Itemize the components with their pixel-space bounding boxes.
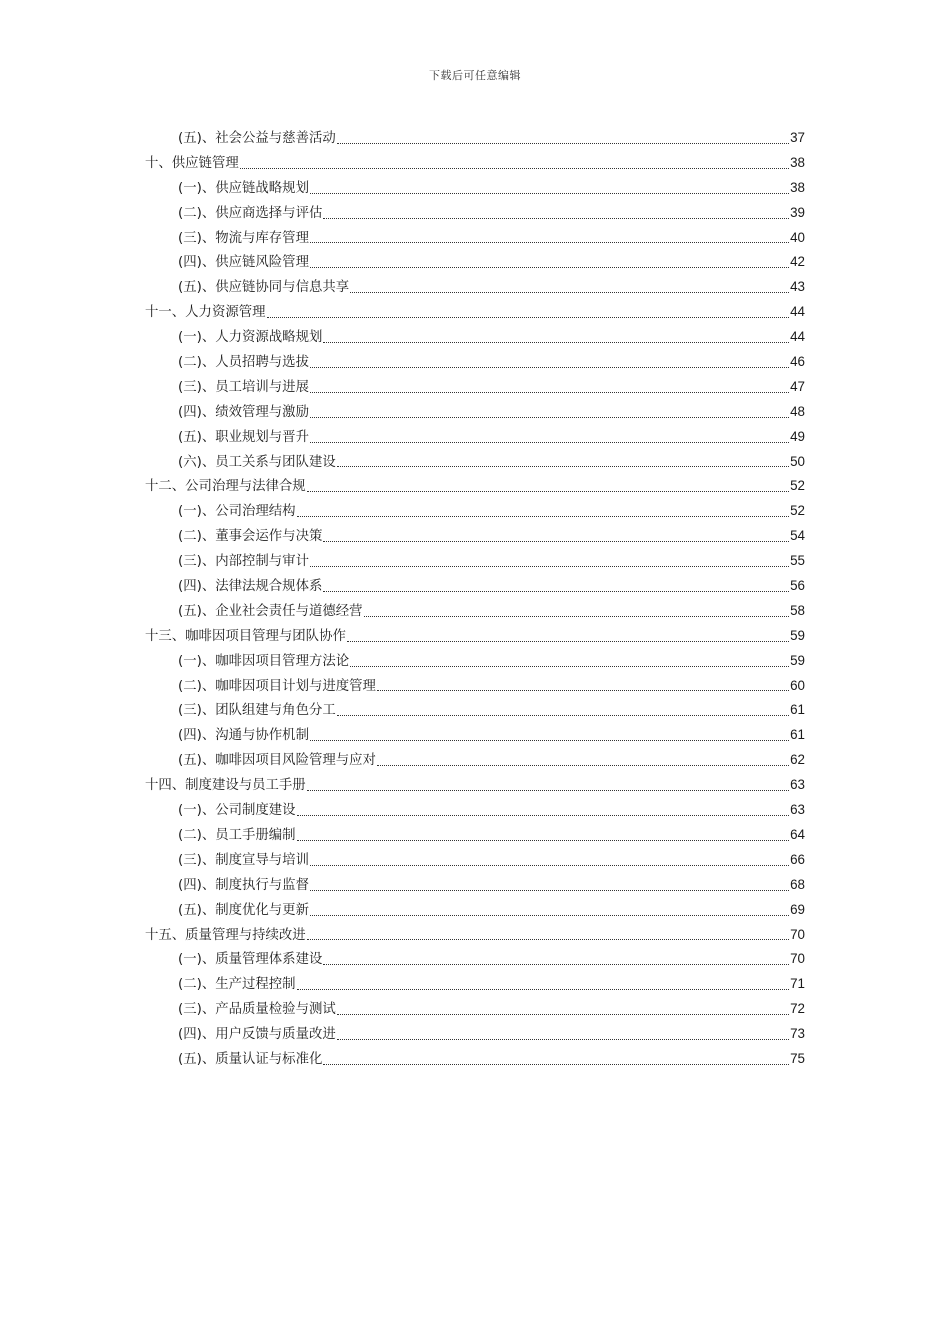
toc-entry-title: (二)、供应商选择与评估 bbox=[178, 205, 323, 221]
toc-dot-leader bbox=[240, 167, 789, 169]
toc-dot-leader bbox=[310, 889, 789, 891]
toc-page-number: 42 bbox=[790, 254, 805, 270]
toc-dot-leader bbox=[347, 640, 789, 642]
toc-dot-leader bbox=[307, 938, 789, 940]
toc-page-number: 58 bbox=[790, 602, 805, 618]
toc-page-number: 63 bbox=[790, 777, 805, 793]
toc-page-number: 39 bbox=[790, 204, 805, 220]
toc-entry-title: (五)、制度优化与更新 bbox=[178, 902, 309, 918]
toc-entry-title: (五)、咖啡因项目风险管理与应对 bbox=[178, 753, 376, 769]
toc-page-number: 68 bbox=[790, 876, 805, 892]
toc-dot-leader bbox=[323, 217, 789, 219]
toc-section-entry[interactable] bbox=[145, 524, 805, 549]
toc-entry-title: (一)、人力资源战略规划 bbox=[178, 330, 323, 346]
toc-section-entry[interactable] bbox=[145, 126, 805, 151]
toc-entry-title: 十五、质量管理与持续改进 bbox=[145, 927, 306, 943]
toc-page-number: 71 bbox=[790, 976, 805, 992]
toc-page-number: 62 bbox=[790, 752, 805, 768]
toc-chapter-entry[interactable] bbox=[145, 773, 805, 798]
toc-page-number: 64 bbox=[790, 826, 805, 842]
toc-page-number: 52 bbox=[790, 478, 805, 494]
toc-page-number: 43 bbox=[790, 279, 805, 295]
toc-page-number: 38 bbox=[790, 179, 805, 195]
toc-entry-title: (一)、公司治理结构 bbox=[178, 504, 296, 520]
toc-dot-leader bbox=[323, 590, 789, 592]
toc-dot-leader bbox=[310, 739, 789, 741]
toc-page-number: 55 bbox=[790, 553, 805, 569]
toc-dot-leader bbox=[310, 565, 789, 567]
toc-section-entry[interactable] bbox=[145, 723, 805, 748]
toc-dot-leader bbox=[267, 316, 790, 318]
toc-dot-leader bbox=[337, 142, 789, 144]
toc-dot-leader bbox=[377, 764, 789, 766]
toc-entry-title: (三)、团队组建与角色分工 bbox=[178, 703, 336, 719]
toc-entry-title: (五)、社会公益与慈善活动 bbox=[178, 131, 336, 146]
toc-page-number: 56 bbox=[790, 578, 805, 594]
toc-dot-leader bbox=[310, 266, 789, 268]
toc-page-number: 63 bbox=[790, 802, 805, 818]
toc-section-entry[interactable] bbox=[145, 848, 805, 873]
toc-dot-leader bbox=[297, 814, 790, 816]
toc-page-number: 47 bbox=[790, 378, 805, 394]
toc-section-entry[interactable] bbox=[145, 823, 805, 848]
toc-entry-title: 十一、人力资源管理 bbox=[145, 305, 266, 321]
toc-dot-leader bbox=[350, 665, 789, 667]
toc-page-number: 70 bbox=[790, 926, 805, 942]
toc-page-number: 72 bbox=[790, 1001, 805, 1017]
toc-entry-title: (一)、公司制度建设 bbox=[178, 803, 296, 819]
toc-entry-title: 十三、咖啡因项目管理与团队协作 bbox=[145, 628, 346, 644]
toc-section-entry[interactable] bbox=[145, 798, 805, 823]
toc-dot-leader bbox=[323, 963, 789, 965]
toc-page-number: 40 bbox=[790, 229, 805, 245]
toc-dot-leader bbox=[310, 914, 789, 916]
toc-section-entry[interactable] bbox=[145, 674, 805, 699]
toc-section-entry[interactable] bbox=[145, 350, 805, 375]
toc-entry-title: (四)、绩效管理与激励 bbox=[178, 404, 309, 420]
toc-dot-leader bbox=[337, 714, 789, 716]
toc-page-number: 59 bbox=[790, 627, 805, 643]
toc-section-entry[interactable] bbox=[145, 325, 805, 350]
toc-dot-leader bbox=[364, 615, 790, 617]
toc-dot-leader bbox=[310, 192, 789, 194]
toc-section-entry[interactable] bbox=[145, 176, 805, 201]
toc-chapter-entry[interactable] bbox=[145, 300, 805, 325]
toc-dot-leader bbox=[323, 540, 789, 542]
toc-section-entry[interactable] bbox=[145, 649, 805, 674]
toc-section-entry[interactable] bbox=[145, 201, 805, 226]
toc-dot-leader bbox=[297, 515, 790, 517]
toc-page-number: 49 bbox=[790, 428, 805, 444]
toc-section-entry[interactable] bbox=[145, 375, 805, 400]
toc-section-entry[interactable] bbox=[145, 873, 805, 898]
toc-page-number: 46 bbox=[790, 354, 805, 370]
toc-section-entry[interactable] bbox=[145, 549, 805, 574]
toc-section-entry[interactable] bbox=[145, 599, 805, 624]
toc-entry-title: (二)、员工手册编制 bbox=[178, 827, 296, 843]
toc-section-entry[interactable] bbox=[145, 250, 805, 275]
toc-section-entry[interactable] bbox=[145, 425, 805, 450]
toc-section-entry[interactable] bbox=[145, 947, 805, 972]
toc-chapter-entry[interactable] bbox=[145, 624, 805, 649]
toc-chapter-entry[interactable] bbox=[145, 474, 805, 499]
toc-entry-title: (一)、咖啡因项目管理方法论 bbox=[178, 653, 350, 669]
toc-entry-title: (三)、产品质量检验与测试 bbox=[178, 1002, 336, 1018]
page-header: 下载后可任意编辑 bbox=[429, 69, 521, 82]
toc-page-number: 44 bbox=[790, 304, 805, 320]
toc-page-number: 73 bbox=[790, 1026, 805, 1042]
toc-dot-leader bbox=[297, 988, 790, 990]
toc-entry-title: (二)、咖啡因项目计划与进度管理 bbox=[178, 678, 376, 694]
toc-dot-leader bbox=[310, 416, 789, 418]
toc-entry-title: (二)、人员招聘与选拔 bbox=[178, 355, 309, 371]
toc-entry-title: (六)、员工关系与团队建设 bbox=[178, 454, 336, 470]
toc-page-number: 54 bbox=[790, 528, 805, 544]
toc-page-number: 59 bbox=[790, 652, 805, 668]
toc-entry-title: (五)、职业规划与晋升 bbox=[178, 429, 309, 445]
toc-entry-title: (四)、沟通与协作机制 bbox=[178, 728, 309, 744]
toc-dot-leader bbox=[310, 864, 789, 866]
toc-section-entry[interactable] bbox=[145, 972, 805, 997]
toc-entry-title: (三)、员工培训与进展 bbox=[178, 379, 309, 395]
toc-section-entry[interactable] bbox=[145, 898, 805, 923]
toc-dot-leader bbox=[297, 839, 790, 841]
toc-dot-leader bbox=[377, 689, 789, 691]
toc-dot-leader bbox=[307, 789, 789, 791]
toc-entry-title: (一)、供应链战略规划 bbox=[178, 180, 309, 196]
toc-entry-title: (四)、制度执行与监督 bbox=[178, 877, 309, 893]
toc-entry-title: (三)、制度宣导与培训 bbox=[178, 852, 309, 868]
toc-entry-title: 十、供应链管理 bbox=[145, 155, 239, 171]
toc-entry-title: 十二、公司治理与法律合规 bbox=[145, 479, 306, 495]
toc-page-number: 60 bbox=[790, 677, 805, 693]
toc-entry-title: (三)、物流与库存管理 bbox=[178, 230, 309, 246]
toc-section-entry[interactable] bbox=[145, 400, 805, 425]
toc-section-entry[interactable] bbox=[145, 574, 805, 599]
toc-section-entry[interactable] bbox=[145, 1047, 805, 1072]
toc-dot-leader bbox=[307, 490, 789, 492]
toc-entry-title: (一)、质量管理体系建设 bbox=[178, 952, 323, 968]
toc-dot-leader bbox=[323, 1063, 789, 1065]
toc-page-number: 70 bbox=[790, 951, 805, 967]
toc-entry-title: (四)、用户反馈与质量改进 bbox=[178, 1027, 336, 1043]
toc-page-number: 69 bbox=[790, 901, 805, 917]
toc-dot-leader bbox=[323, 341, 789, 343]
toc-section-entry[interactable] bbox=[145, 1022, 805, 1047]
toc-dot-leader bbox=[310, 391, 789, 393]
toc-chapter-entry[interactable] bbox=[145, 923, 805, 948]
toc-section-entry[interactable] bbox=[145, 450, 805, 475]
toc-dot-leader bbox=[350, 291, 789, 293]
toc-page-number: 48 bbox=[790, 403, 805, 419]
toc-entry-title: (三)、内部控制与审计 bbox=[178, 554, 309, 570]
toc-entry-title: (四)、供应链风险管理 bbox=[178, 255, 309, 271]
table-of-contents bbox=[145, 126, 805, 1072]
toc-page-number: 61 bbox=[790, 702, 805, 718]
toc-section-entry[interactable] bbox=[145, 748, 805, 773]
toc-chapter-entry[interactable] bbox=[145, 151, 805, 176]
toc-dot-leader bbox=[310, 441, 789, 443]
toc-section-entry[interactable] bbox=[145, 698, 805, 723]
toc-page-number: 37 bbox=[790, 130, 805, 145]
toc-page-number: 52 bbox=[790, 503, 805, 519]
toc-entry-title: (二)、生产过程控制 bbox=[178, 977, 296, 993]
toc-dot-leader bbox=[337, 465, 789, 467]
toc-page-number: 38 bbox=[790, 154, 805, 170]
toc-entry-title: (五)、企业社会责任与道德经营 bbox=[178, 603, 363, 619]
toc-page-number: 61 bbox=[790, 727, 805, 743]
toc-entry-title: (五)、供应链协同与信息共享 bbox=[178, 280, 350, 296]
toc-page-number: 50 bbox=[790, 453, 805, 469]
toc-dot-leader bbox=[310, 241, 789, 243]
toc-page-number: 75 bbox=[790, 1050, 805, 1066]
toc-page-number: 44 bbox=[790, 329, 805, 345]
toc-entry-title: (四)、法律法规合规体系 bbox=[178, 579, 323, 595]
toc-dot-leader bbox=[310, 366, 789, 368]
toc-section-entry[interactable] bbox=[145, 275, 805, 300]
toc-dot-leader bbox=[337, 1013, 789, 1015]
toc-section-entry[interactable] bbox=[145, 499, 805, 524]
toc-section-entry[interactable] bbox=[145, 226, 805, 251]
toc-dot-leader bbox=[337, 1038, 789, 1040]
toc-entry-title: (五)、质量认证与标准化 bbox=[178, 1051, 323, 1067]
toc-entry-title: (二)、董事会运作与决策 bbox=[178, 529, 323, 545]
toc-section-entry[interactable] bbox=[145, 997, 805, 1022]
toc-entry-title: 十四、制度建设与员工手册 bbox=[145, 778, 306, 794]
toc-page-number: 66 bbox=[790, 851, 805, 867]
